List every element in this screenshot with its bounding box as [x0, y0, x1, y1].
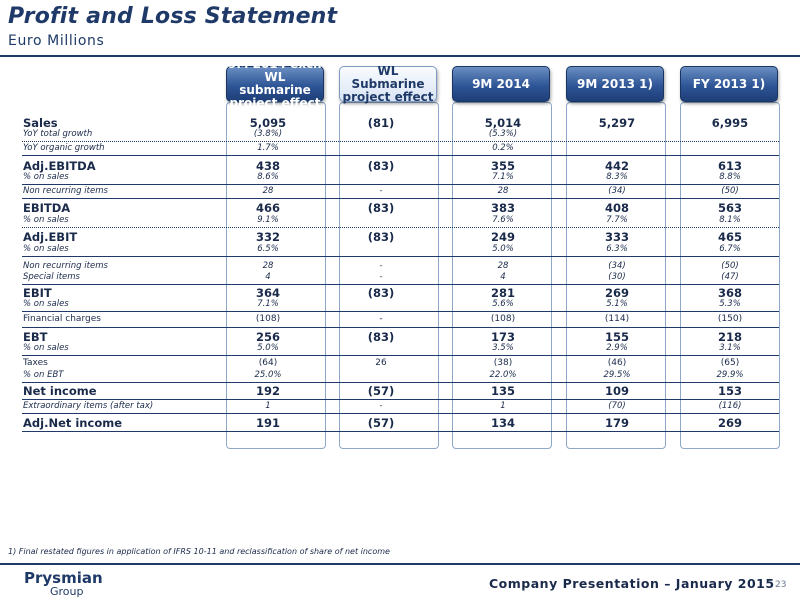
- row-label: Adj.EBITDA: [23, 159, 96, 173]
- page-title: Profit and Loss Statement: [8, 4, 338, 29]
- table-cell: (150): [717, 314, 743, 324]
- column-header-label: WL Submarine project effect: [342, 63, 434, 104]
- row-divider: [22, 327, 779, 329]
- column-header: [452, 66, 550, 102]
- table-cell: 408: [604, 201, 629, 215]
- table-cell: -: [379, 261, 383, 271]
- table-cell: 333: [604, 230, 629, 244]
- row-label: Special items: [23, 272, 80, 282]
- row-label: Non recurring items: [23, 261, 108, 271]
- row-label: % on sales: [23, 172, 69, 182]
- table-cell: 29.5%: [603, 370, 631, 380]
- row-divider: [22, 413, 779, 415]
- table-cell: (108): [255, 314, 281, 324]
- row-label: YoY organic growth: [23, 143, 105, 153]
- table-cell: (83): [367, 230, 395, 244]
- table-cell: (57): [367, 384, 395, 398]
- table-cell: 134: [490, 416, 515, 430]
- table-cell: 5,014: [484, 116, 522, 130]
- table-cell: 5.6%: [492, 299, 514, 309]
- row-divider: [22, 141, 779, 143]
- table-cell: (30): [608, 272, 626, 282]
- table-cell: 26: [375, 358, 387, 368]
- row-divider: [22, 311, 779, 313]
- table-cell: 332: [255, 230, 280, 244]
- table-cell: (83): [367, 330, 395, 344]
- table-cell: (83): [367, 286, 395, 300]
- table-cell: 5,095: [249, 116, 287, 130]
- table-cell: (34): [608, 186, 626, 196]
- row-label: Extraordinary items (after tax): [23, 401, 154, 411]
- table-cell: 7.6%: [492, 215, 514, 225]
- row-divider: [22, 155, 779, 157]
- prysmian-logo: [24, 570, 103, 597]
- table-cell: 135: [490, 384, 515, 398]
- table-cell: (81): [367, 116, 395, 130]
- table-cell: 355: [490, 159, 515, 173]
- table-cell: 8.1%: [719, 215, 741, 225]
- table-cell: 442: [604, 159, 629, 173]
- table-cell: (83): [367, 159, 395, 173]
- table-cell: 256: [255, 330, 280, 344]
- column-header-label: 9M 2013 1): [577, 76, 653, 91]
- row-label: Sales: [23, 116, 58, 130]
- row-label: Net income: [23, 384, 97, 398]
- table-cell: 368: [717, 286, 742, 300]
- row-label: Non recurring items: [23, 186, 108, 196]
- column-header-label: 9M 2014: [472, 76, 530, 91]
- table-cell: 269: [604, 286, 629, 300]
- table-cell: 6.7%: [719, 244, 741, 254]
- table-cell: 109: [604, 384, 629, 398]
- table-cell: 6.3%: [606, 244, 628, 254]
- table-cell: 9.1%: [257, 215, 279, 225]
- row-divider: [22, 431, 779, 433]
- table-cell: (83): [367, 201, 395, 215]
- table-cell: 5.0%: [492, 244, 514, 254]
- table-cell: 383: [490, 201, 515, 215]
- table-cell: 0.2%: [492, 143, 514, 153]
- logo-group: Group: [50, 585, 84, 598]
- table-cell: (50): [721, 186, 739, 196]
- footer-divider: [0, 563, 800, 565]
- row-label: % on sales: [23, 215, 69, 225]
- table-cell: 7.1%: [492, 172, 514, 182]
- row-label: Adj.Net income: [23, 416, 122, 430]
- table-cell: 1: [265, 401, 271, 411]
- table-cell: 465: [717, 230, 742, 244]
- table-cell: (64): [258, 358, 278, 368]
- table-cell: 438: [255, 159, 280, 173]
- row-label: YoY total growth: [23, 129, 93, 139]
- table-cell: 191: [255, 416, 280, 430]
- table-cell: 5.0%: [257, 343, 279, 353]
- table-cell: 7.1%: [257, 299, 279, 309]
- table-cell: 4: [500, 272, 506, 282]
- table-cell: 1.7%: [257, 143, 279, 153]
- table-cell: 28: [497, 186, 509, 196]
- table-cell: (57): [367, 416, 395, 430]
- row-label: EBITDA: [23, 201, 71, 215]
- header-divider: [0, 55, 800, 57]
- row-label: % on sales: [23, 299, 69, 309]
- page-number: 23: [775, 580, 787, 590]
- table-cell: 173: [490, 330, 515, 344]
- table-cell: 5.3%: [719, 299, 741, 309]
- table-cell: (50): [721, 261, 739, 271]
- table-cell: -: [379, 401, 383, 411]
- table-cell: 563: [717, 201, 742, 215]
- table-cell: 269: [717, 416, 742, 430]
- table-cell: -: [379, 272, 383, 282]
- table-cell: 28: [262, 186, 274, 196]
- table-cell: (70): [608, 401, 626, 411]
- table-cell: (46): [607, 358, 627, 368]
- table-cell: 5,297: [598, 116, 636, 130]
- table-cell: 8.6%: [257, 172, 279, 182]
- table-cell: 3.5%: [492, 343, 514, 353]
- logo-brand: Prysmian: [24, 569, 103, 587]
- table-cell: -: [379, 314, 383, 324]
- table-cell: 192: [255, 384, 280, 398]
- row-label: Taxes: [23, 358, 48, 368]
- row-label: Adj.EBIT: [23, 230, 78, 244]
- table-cell: 7.7%: [606, 215, 628, 225]
- table-cell: -: [379, 186, 383, 196]
- table-cell: (47): [721, 272, 739, 282]
- column-header-label: FY 2013 1): [692, 76, 766, 91]
- table-cell: 6,995: [711, 116, 749, 130]
- table-cell: (38): [493, 358, 513, 368]
- row-divider: [22, 355, 779, 357]
- table-cell: 155: [604, 330, 629, 344]
- table-cell: (65): [720, 358, 740, 368]
- row-divider: [22, 227, 779, 229]
- table-cell: (5.3%): [488, 129, 518, 139]
- table-cell: 466: [255, 201, 280, 215]
- column-header: [339, 63, 437, 104]
- table-cell: 179: [604, 416, 629, 430]
- row-divider: [22, 256, 779, 258]
- table-cell: 364: [255, 286, 280, 300]
- table-cell: 8.3%: [606, 172, 628, 182]
- row-label: % on EBT: [23, 370, 64, 380]
- row-label: Financial charges: [23, 314, 101, 324]
- table-cell: 28: [262, 261, 274, 271]
- row-label: EBIT: [23, 286, 52, 300]
- row-divider: [22, 198, 779, 200]
- row-label: % on sales: [23, 343, 69, 353]
- table-cell: 281: [490, 286, 515, 300]
- row-label: EBT: [23, 330, 48, 344]
- table-cell: 3.1%: [719, 343, 741, 353]
- table-cell: (116): [718, 401, 742, 411]
- table-cell: 153: [717, 384, 742, 398]
- table-cell: 2.9%: [606, 343, 628, 353]
- table-cell: 6.5%: [257, 244, 279, 254]
- table-cell: 4: [265, 272, 271, 282]
- column-header: [680, 66, 778, 102]
- table-cell: (108): [490, 314, 516, 324]
- table-cell: 1: [500, 401, 506, 411]
- table-cell: (114): [604, 314, 630, 324]
- column-header: [226, 57, 324, 110]
- footnote: 1) Final restated figures in application of IFRS 10-11 and reclassification of share of net income: [8, 547, 390, 556]
- table-cell: 5.1%: [606, 299, 628, 309]
- presentation-title: Company Presentation – January 2015: [489, 576, 775, 591]
- page-subtitle: Euro Millions: [8, 33, 105, 49]
- table-cell: 25.0%: [254, 370, 282, 380]
- column-header-label: 9M 2014 excl. WL submarine project effect: [228, 57, 322, 110]
- column-header: [566, 66, 664, 102]
- row-label: % on sales: [23, 244, 69, 254]
- table-cell: 28: [497, 261, 509, 271]
- table-cell: 218: [717, 330, 742, 344]
- table-cell: 8.8%: [719, 172, 741, 182]
- table-cell: (3.8%): [253, 129, 283, 139]
- table-cell: 22.0%: [489, 370, 517, 380]
- table-cell: 613: [717, 159, 742, 173]
- table-cell: 29.9%: [716, 370, 744, 380]
- table-cell: 249: [490, 230, 515, 244]
- table-cell: (34): [608, 261, 626, 271]
